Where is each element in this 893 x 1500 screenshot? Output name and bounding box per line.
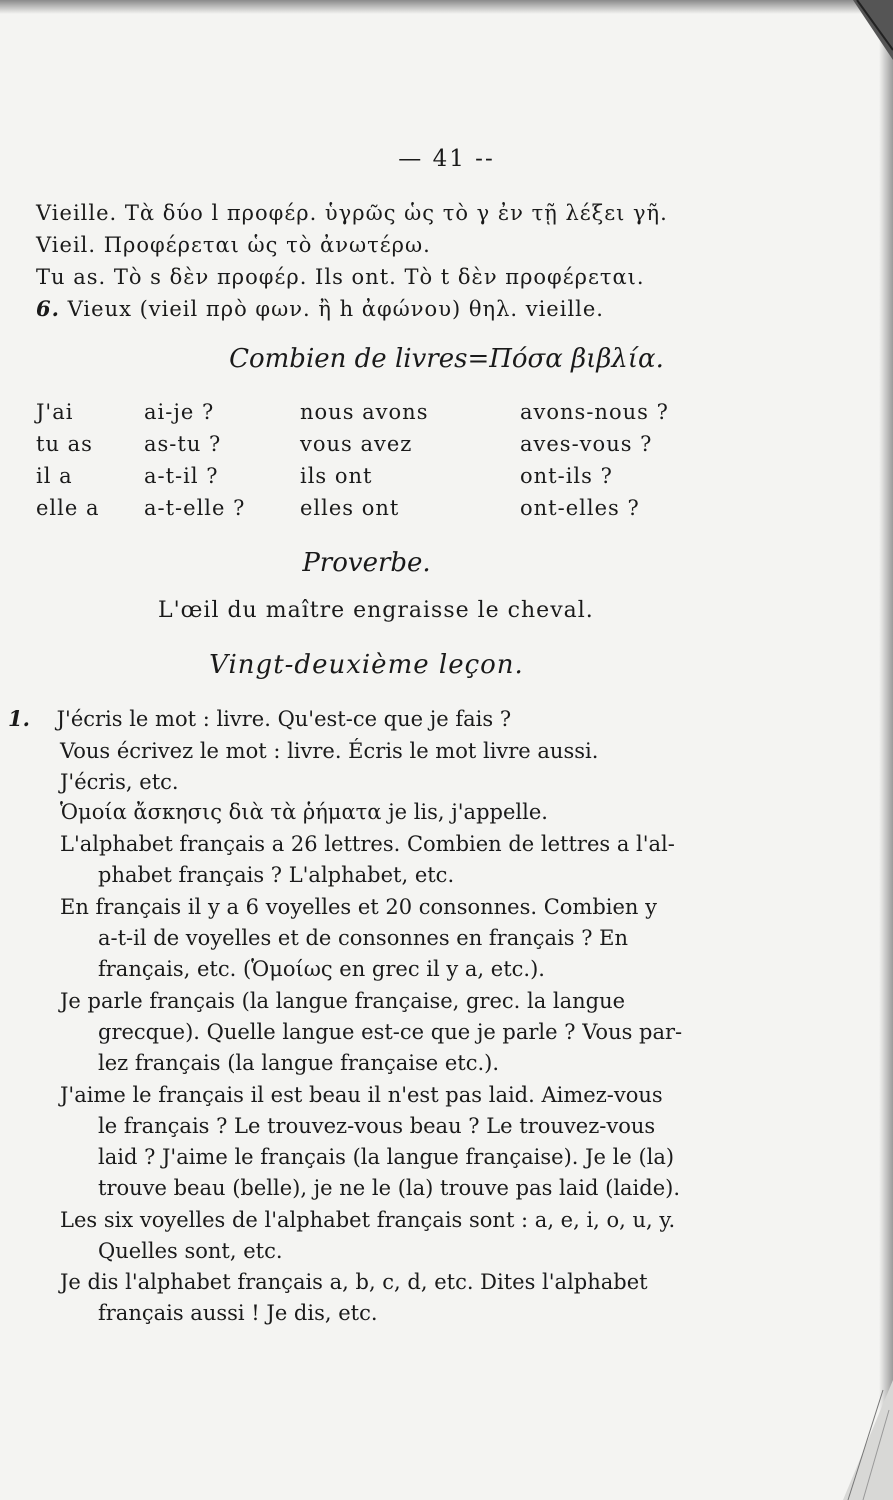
intro-line: Vieille. Τὰ δύο l προφέρ. ὑγρῶς ὡς τὸ γ ἐν τῇ λέξει γῆ. bbox=[36, 201, 668, 225]
lesson-line: a-t-il de voyelles et de consonnes en français ? En bbox=[98, 926, 629, 950]
lesson-line: En français il y a 6 voyelles et 20 consonnes. Combien y bbox=[60, 895, 657, 919]
intro-number: 6. bbox=[36, 296, 60, 321]
page-edge-bottom-right bbox=[823, 1380, 893, 1500]
conj-cell: elle a bbox=[36, 496, 100, 520]
lesson-line: Je parle français (la langue française, grec. la langue bbox=[60, 989, 626, 1013]
lesson-number: 1. bbox=[8, 706, 30, 731]
heading-lesson: Vingt-deuxième leçon. bbox=[209, 650, 524, 680]
intro-line-numbered bbox=[36, 294, 604, 324]
conj-cell: tu as bbox=[36, 432, 93, 456]
lesson-line: grecque). Quelle langue est-ce que je parle ? Vous par- bbox=[98, 1020, 683, 1044]
conj-cell: ont-ils ? bbox=[520, 464, 613, 488]
intro-line-text: Vieux (vieil πρὸ φων. ἢ h ἀφώνου) θηλ. vieille. bbox=[67, 297, 604, 321]
conj-cell: ont-elles ? bbox=[520, 496, 640, 520]
intro-line: Vieil. Προφέρεται ὡς τὸ ἀνωτέρω. bbox=[36, 233, 431, 257]
lesson-line: Quelles sont, etc. bbox=[98, 1239, 283, 1263]
conj-cell: elles ont bbox=[300, 496, 400, 520]
lesson-line: J'écris, etc. bbox=[60, 770, 179, 794]
conj-cell: ai-je ? bbox=[144, 400, 215, 424]
conj-cell: avons-nous ? bbox=[520, 400, 669, 424]
lesson-line: trouve beau (belle), je ne le (la) trouve pas laid (laide). bbox=[98, 1176, 681, 1200]
page-top-edge bbox=[0, 0, 893, 14]
lesson-line: Ὁμοία ἄσκησις διὰ τὰ ῥήματα je lis, j'appelle. bbox=[60, 800, 548, 824]
conj-cell: aves-vous ? bbox=[520, 432, 653, 456]
lesson-line: Vous écrivez le mot : livre. Écris le mot livre aussi. bbox=[60, 739, 599, 763]
conj-cell: a-t-elle ? bbox=[144, 496, 246, 520]
lesson-line: J'écris le mot : livre. Qu'est-ce que je fais ? bbox=[56, 707, 512, 731]
conj-cell: vous avez bbox=[300, 432, 413, 456]
lesson-line: le français ? Le trouvez-vous beau ? Le trouvez-vous bbox=[98, 1114, 656, 1138]
page-number: — 41 -- bbox=[398, 146, 495, 172]
lesson-line-numbered bbox=[8, 704, 511, 734]
lesson-line: français, etc. (Ὁμοίως en grec il y a, etc.). bbox=[98, 957, 545, 981]
conj-cell: ils ont bbox=[300, 464, 373, 488]
lesson-line: L'alphabet français a 26 lettres. Combien de lettres a l'al- bbox=[60, 832, 675, 856]
heading-combien-de-livres: Combien de livres=Πόσα βιβλία. bbox=[229, 344, 664, 374]
lesson-line: laid ? J'aime le français (la langue française). Je le (la) bbox=[98, 1145, 675, 1169]
conj-cell: il a bbox=[36, 464, 73, 488]
conj-cell: J'ai bbox=[36, 400, 74, 424]
heading-proverbe: Proverbe. bbox=[302, 548, 431, 578]
folded-corner-top bbox=[853, 0, 893, 60]
lesson-line: phabet français ? L'alphabet, etc. bbox=[98, 863, 455, 887]
conj-cell: as-tu ? bbox=[144, 432, 222, 456]
lesson-line: Je dis l'alphabet français a, b, c, d, etc. Dites l'alphabet bbox=[60, 1270, 648, 1294]
conj-cell: a-t-il ? bbox=[144, 464, 219, 488]
intro-line: Tu as. Τὸ s δὲν προφέρ. Ils ont. Τὸ t δὲν προφέρεται. bbox=[36, 265, 645, 289]
lesson-line: J'aime le français il est beau il n'est pas laid. Aimez-vous bbox=[60, 1083, 663, 1107]
lesson-line: Les six voyelles de l'alphabet français sont : a, e, i, o, u, y. bbox=[60, 1208, 676, 1232]
proverb-text: L'œil du maître engraisse le cheval. bbox=[158, 598, 594, 623]
conj-cell: nous avons bbox=[300, 400, 429, 424]
page-right-edge bbox=[879, 0, 893, 1500]
lesson-line: français aussi ! Je dis, etc. bbox=[98, 1301, 378, 1325]
lesson-line: lez français (la langue française etc.). bbox=[98, 1051, 500, 1075]
